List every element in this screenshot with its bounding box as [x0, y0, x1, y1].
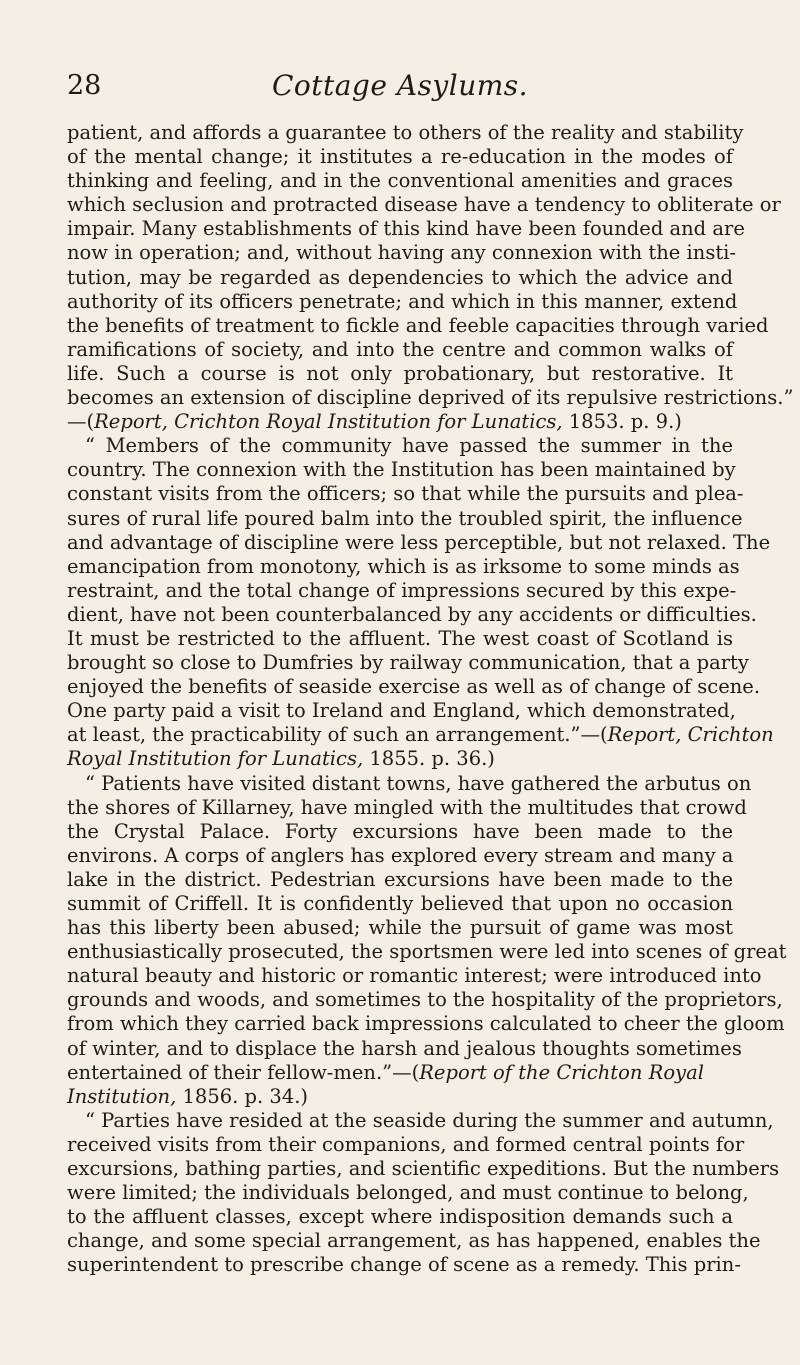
- text-line: [67, 410, 733, 434]
- text-segment: from which they carried back impressions calculated to cheer the gloom: [67, 1012, 785, 1036]
- text-line: [67, 578, 737, 603]
- text-line: [67, 386, 794, 410]
- text-line: [67, 313, 769, 338]
- text-segment: to the affluent classes, except where indisposition demands such a: [67, 1205, 733, 1229]
- text-line: [67, 1157, 780, 1181]
- text-line: [67, 723, 774, 747]
- text-segment: enthusiastically prosecuted, the sportsmen were led into scenes of great: [67, 940, 787, 964]
- text-segment: summit of Criffell. It is confidently believed that upon no occasion: [67, 892, 733, 915]
- page-number: 28: [67, 70, 102, 101]
- text-segment: change, and some special arrangement, as has happened, enables the: [67, 1229, 761, 1253]
- text-segment: the benefits of treatment to fickle and feeble capacities through varied: [67, 313, 769, 337]
- text-segment: which seclusion and protracted disease have a tendency to obliterate or: [67, 193, 781, 217]
- text-line: [67, 1181, 749, 1205]
- text-segment: superintendent to prescribe change of scene as a remedy. This prin-: [67, 1253, 741, 1277]
- text-segment: the shores of Killarney, have mingled with the multitudes that crowd: [67, 795, 747, 819]
- text-line: [67, 795, 747, 820]
- text-segment: and advantage of discipline were less perceptible, but not relaxed. The: [67, 530, 771, 554]
- text-line: [67, 1012, 785, 1036]
- text-line: [67, 169, 733, 193]
- text-line: [67, 747, 733, 771]
- text-line: [67, 699, 736, 723]
- text-line: [67, 1229, 761, 1253]
- text-line: [67, 988, 783, 1012]
- body-text: [67, 121, 794, 1278]
- text-segment: patient, and affords a guarantee to others of the reality and stability: [67, 121, 744, 144]
- text-line: [67, 362, 733, 386]
- text-line: [67, 820, 733, 844]
- text-segment: country. The connexion with the Institution has been maintained by: [67, 458, 736, 482]
- text-line: [67, 121, 744, 145]
- text-segment: restraint, and the total change of impressions secured by this expe-: [67, 578, 737, 602]
- text-segment: the Crystal Palace. Forty excursions have been made to the: [67, 819, 733, 843]
- text-line: [67, 1205, 733, 1229]
- text-segment: thinking and feeling, and in the conventional amenities and graces: [67, 169, 733, 193]
- text-segment: emancipation from monotony, which is as irksome to some minds as: [67, 554, 740, 578]
- text-line: [67, 916, 733, 940]
- text-line: [67, 964, 762, 988]
- text-segment: natural beauty and historic or romantic interest; were introduced into: [67, 964, 762, 988]
- running-title: Cottage Asylums.: [271, 69, 529, 102]
- text-segment: entertained of their fellow-men.”—(: [67, 1060, 420, 1084]
- text-line: [67, 506, 743, 531]
- text-segment: environs. A corps of anglers has explored every stream and many a: [67, 843, 734, 867]
- text-segment: 1856. p. 34.): [176, 1084, 309, 1108]
- text-line: [67, 940, 787, 964]
- citation-title: Report, Crichton: [607, 723, 774, 747]
- text-segment: at least, the practicability of such an arrangement.”—(: [67, 723, 608, 747]
- text-segment: authority of its officers penetrate; and which in this manner, extend: [67, 289, 738, 313]
- text-line: [67, 554, 740, 579]
- text-line: [67, 217, 745, 241]
- text-segment: ramifications of society, and into the centre and common walks of: [67, 337, 733, 361]
- text-segment: becomes an extension of discipline deprived of its repulsive restrictions.”: [67, 386, 794, 410]
- text-segment: excursions, bathing parties, and scientific expeditions. But the numbers: [67, 1157, 780, 1181]
- text-line: [67, 771, 752, 796]
- text-line: [67, 627, 733, 651]
- text-segment: lake in the district. Pedestrian excursions have been made to the: [67, 867, 733, 891]
- text-line: [67, 892, 733, 916]
- text-segment: constant visits from the officers; so that while the pursuits and plea-: [67, 482, 744, 506]
- text-segment: were limited; the individuals belonged, and must continue to belong,: [67, 1181, 749, 1205]
- text-line: [67, 193, 781, 217]
- text-line: [67, 266, 733, 290]
- text-segment: enjoyed the benefits of seaside exercise as well as of change of scene.: [67, 675, 761, 699]
- text-segment: sures of rural life poured balm into the troubled spirit, the influence: [67, 506, 743, 530]
- text-segment: 1853. p. 9.): [562, 410, 682, 434]
- citation-title: Report, Crichton Royal Institution for Lunatics,: [94, 410, 563, 434]
- text-segment: It must be restricted to the affluent. The west coast of Scotland is: [67, 626, 733, 650]
- text-segment: “ Members of the community have passed the summer in the: [85, 434, 733, 458]
- text-segment: dient, have not been counterbalanced by any accidents or difficulties.: [67, 602, 757, 626]
- text-line: [67, 1036, 742, 1061]
- text-line: [67, 1085, 733, 1109]
- text-line: [67, 675, 761, 699]
- text-line: [67, 434, 733, 458]
- text-segment: grounds and woods, and sometimes to the hospitality of the proprietors,: [67, 988, 783, 1012]
- text-line: [67, 651, 749, 675]
- text-segment: “ Patients have visited distant towns, have gathered the arbutus on: [85, 771, 752, 795]
- page-header: [0, 68, 800, 108]
- text-segment: One party paid a visit to Ireland and England, which demonstrated,: [67, 699, 736, 723]
- text-line: [67, 145, 733, 169]
- text-segment: life. Such a course is not only probationary, but restorative. It: [67, 361, 733, 385]
- text-line: [67, 530, 771, 555]
- text-line: [67, 289, 738, 314]
- text-line: [67, 458, 736, 482]
- text-line: [67, 602, 757, 627]
- text-segment: “ Parties have resided at the seaside during the summer and autumn,: [85, 1108, 774, 1132]
- text-line: [67, 1253, 741, 1277]
- text-segment: tution, may be regarded as dependencies to which the advice and: [67, 265, 733, 289]
- text-line: [67, 241, 736, 265]
- text-line: [67, 844, 733, 868]
- text-line: [67, 1108, 774, 1133]
- text-line: [67, 1061, 733, 1085]
- citation-title: Institution,: [67, 1084, 177, 1108]
- text-segment: —(: [67, 410, 95, 434]
- text-segment: of the mental change; it institutes a re-education in the modes of: [67, 145, 733, 169]
- text-segment: brought so close to Dumfries by railway communication, that a party: [67, 651, 749, 675]
- text-segment: of winter, and to displace the harsh and jealous thoughts sometimes: [67, 1036, 742, 1060]
- text-line: [67, 338, 733, 362]
- text-segment: now in operation; and, without having any connexion with the insti-: [67, 241, 736, 265]
- text-segment: 1855. p. 36.): [363, 747, 495, 771]
- text-line: [67, 868, 733, 892]
- text-segment: has this liberty been abused; while the pursuit of game was most: [67, 916, 733, 940]
- text-segment: received visits from their companions, and formed central points for: [67, 1132, 745, 1156]
- citation-title: Report of the Crichton Royal: [419, 1060, 704, 1084]
- citation-title: Royal Institution for Lunatics,: [67, 747, 364, 771]
- text-segment: impair. Many establishments of this kind have been founded and are: [67, 217, 745, 241]
- text-line: [67, 482, 744, 506]
- text-line: [67, 1132, 745, 1157]
